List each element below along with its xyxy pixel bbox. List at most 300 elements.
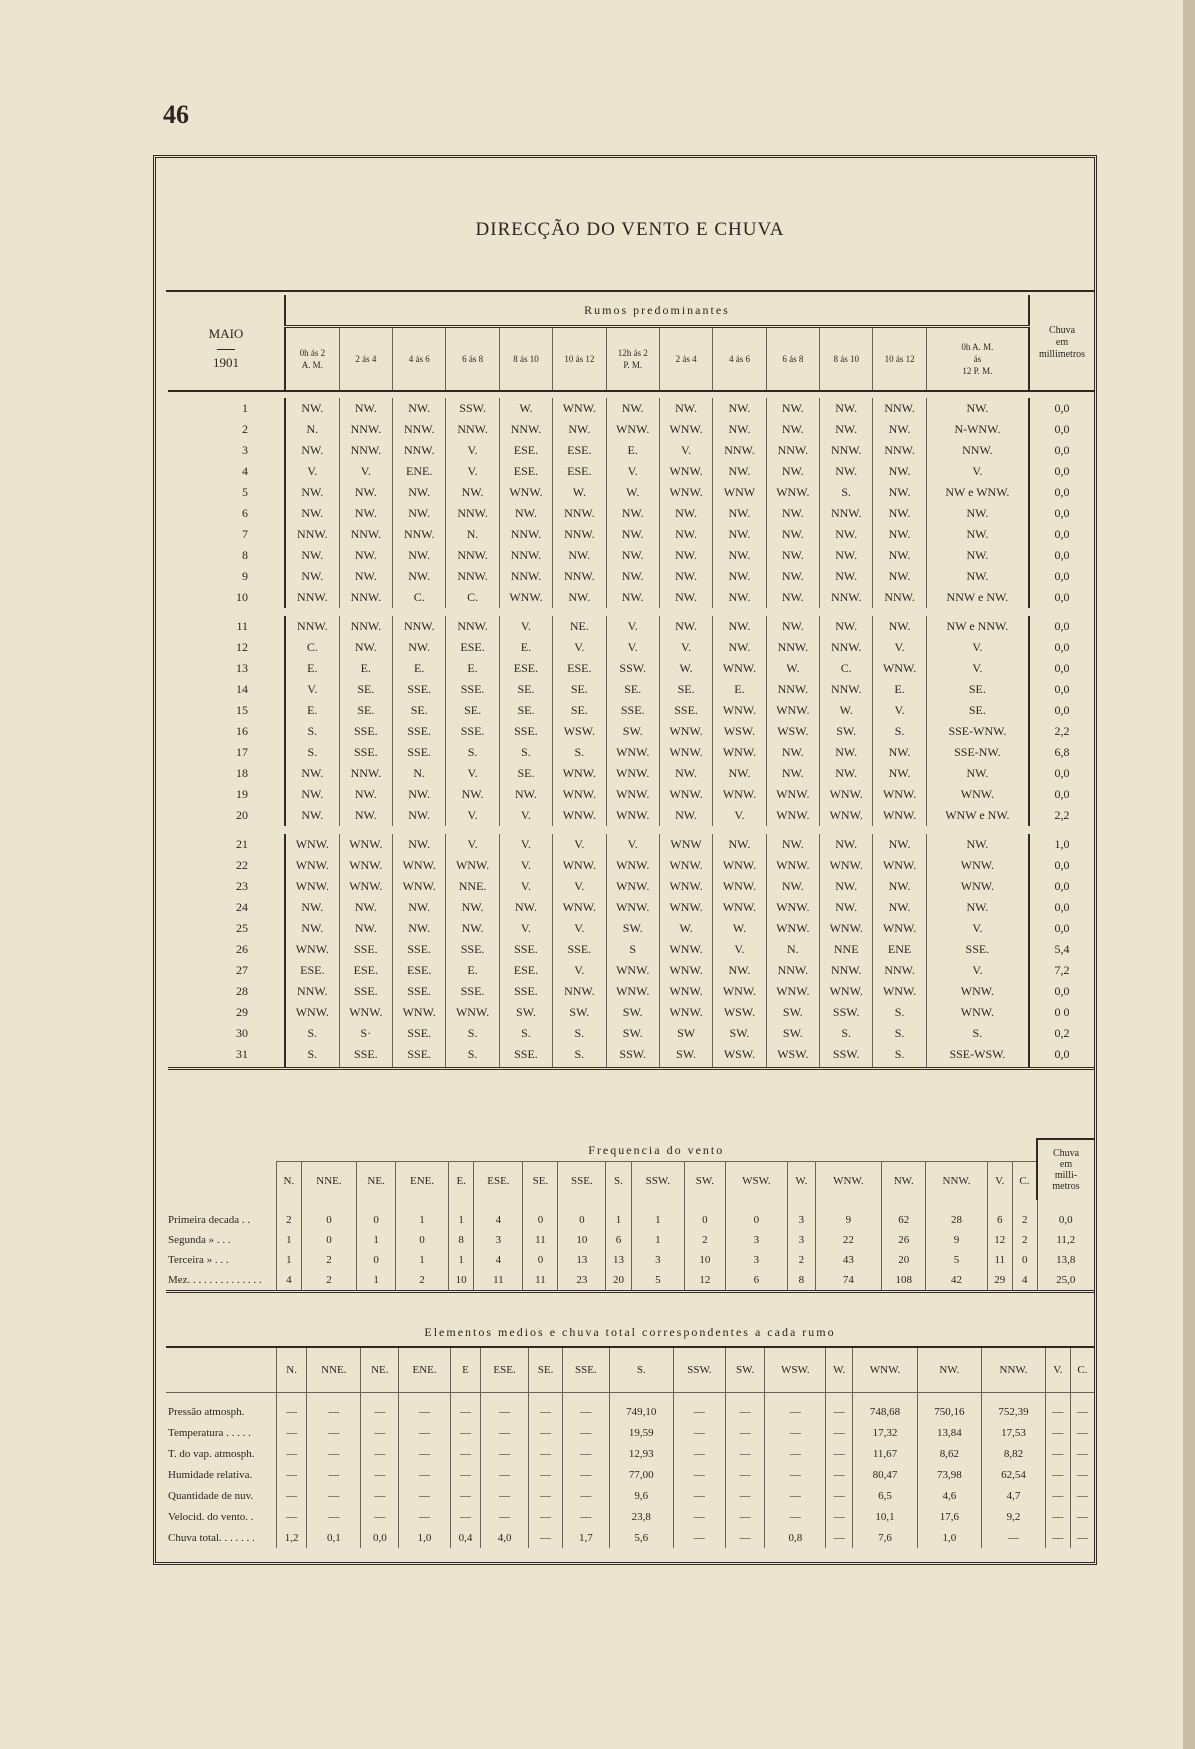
rain-cell: 0,0	[1029, 700, 1094, 721]
wind-cell: SE.	[393, 700, 446, 721]
wind-cell: SSW.	[606, 658, 659, 679]
value-cell: —	[1070, 1506, 1094, 1527]
rain-header-line: Chuva	[1048, 324, 1076, 336]
direction-header: W.	[826, 1347, 853, 1393]
frequency-cell: 3	[788, 1230, 816, 1250]
day-cell: 27	[168, 960, 285, 981]
wind-cell: NW.	[926, 763, 1029, 784]
interval-header	[553, 327, 606, 392]
interval-header-line: 12h ás 2	[617, 348, 648, 358]
frequency-cell: 1	[396, 1250, 449, 1270]
wind-cell: NW.	[873, 545, 926, 566]
wind-cell: SE.	[926, 700, 1029, 721]
frequency-cell: 10	[685, 1250, 726, 1270]
wind-cell: NW.	[499, 784, 552, 805]
wind-cell: NW.	[766, 616, 819, 637]
table-row	[166, 1464, 1094, 1485]
wind-cell: E.	[285, 658, 339, 679]
wind-cell: NE.	[553, 616, 606, 637]
frequency-cell: 23	[558, 1270, 606, 1292]
wind-cell: NW.	[606, 398, 659, 419]
wind-cell: WNW.	[873, 981, 926, 1002]
table-row	[168, 1023, 1094, 1044]
direction-header: V.	[1046, 1347, 1071, 1393]
value-cell: 17,6	[917, 1506, 981, 1527]
wind-cell: NW e WNW.	[926, 482, 1029, 503]
wind-cell: SSE.	[339, 742, 392, 763]
wind-cell: NNW.	[873, 440, 926, 461]
direction-header: WSW.	[725, 1162, 787, 1201]
frequency-cell: 1	[277, 1250, 302, 1270]
wind-cell: SSE.	[606, 700, 659, 721]
rain-cell: 0,0	[1029, 461, 1094, 482]
rain-cell: 0,0	[1029, 440, 1094, 461]
wind-cell: NW.	[713, 419, 766, 440]
wind-cell: C.	[446, 587, 499, 608]
wind-cell: NNW.	[766, 637, 819, 658]
wind-cell: WNW.	[659, 939, 712, 960]
wind-cell: WNW.	[285, 834, 339, 855]
day-cell: 10	[168, 587, 285, 608]
wind-cell: W.	[606, 482, 659, 503]
wind-cell: S.	[285, 721, 339, 742]
frequency-cell: 1	[449, 1250, 474, 1270]
wind-cell: NW.	[766, 461, 819, 482]
rain-cell: 0,0	[1029, 658, 1094, 679]
wind-cell: NW.	[713, 763, 766, 784]
interval-header-line: 8 ás 10	[833, 354, 859, 364]
value-cell: 0,4	[450, 1527, 480, 1548]
wind-cell: WNW.	[820, 981, 873, 1002]
wind-cell: NW.	[820, 834, 873, 855]
wind-cell: NW.	[393, 503, 446, 524]
day-cell: 12	[168, 637, 285, 658]
wind-cell: SSE.	[393, 1044, 446, 1069]
interval-header-line: 10 ás 12	[884, 354, 915, 364]
value-cell: —	[1046, 1443, 1071, 1464]
group-header: Rumos predominantes	[285, 295, 1029, 327]
interval-header	[339, 327, 392, 392]
frequency-cell: 0	[523, 1250, 558, 1270]
wind-cell: NW.	[553, 419, 606, 440]
wind-cell: SSE.	[446, 721, 499, 742]
value-cell: —	[399, 1443, 451, 1464]
wind-cell: WSW.	[713, 1002, 766, 1023]
wind-cell: ESE.	[499, 440, 552, 461]
frequency-cell: 6	[725, 1270, 787, 1292]
wind-cell: NNW.	[820, 679, 873, 700]
wind-cell: WNW.	[766, 482, 819, 503]
frequency-cell: 5	[631, 1270, 684, 1292]
wind-cell: WNW.	[339, 855, 392, 876]
wind-cell: W.	[499, 398, 552, 419]
wind-cell: NW.	[285, 545, 339, 566]
wind-cell: NNW.	[446, 566, 499, 587]
rain-header-line: milli-	[1054, 1170, 1078, 1181]
wind-cell: V.	[499, 855, 552, 876]
value-cell: —	[673, 1464, 725, 1485]
wind-cell: NNW.	[820, 503, 873, 524]
wind-cell: NW.	[393, 834, 446, 855]
frequency-cell: 1	[631, 1200, 684, 1230]
value-cell: —	[826, 1485, 853, 1506]
direction-header: ESE.	[474, 1162, 523, 1201]
wind-cell: V.	[926, 637, 1029, 658]
frequency-cell: 10	[449, 1270, 474, 1292]
value-cell: —	[399, 1506, 451, 1527]
value-cell: —	[1070, 1393, 1094, 1423]
month-year-header	[168, 295, 285, 391]
frequency-cell: 1	[631, 1230, 684, 1250]
wind-cell: W.	[659, 918, 712, 939]
wind-cell: NNW.	[393, 440, 446, 461]
wind-cell: WSW.	[766, 721, 819, 742]
value-cell: 62,54	[981, 1464, 1045, 1485]
wind-cell: NW.	[393, 545, 446, 566]
rain-cell: 5,4	[1029, 939, 1094, 960]
wind-cell: WNW.	[659, 960, 712, 981]
value-cell: —	[450, 1422, 480, 1443]
value-cell: 7,6	[853, 1527, 918, 1548]
direction-header: NW.	[917, 1347, 981, 1393]
wind-cell: WNW.	[820, 855, 873, 876]
wind-cell: NW.	[553, 545, 606, 566]
wind-cell: SW.	[766, 1002, 819, 1023]
wind-cell: S.	[873, 1002, 926, 1023]
wind-cell: E.	[606, 440, 659, 461]
wind-cell: NW.	[285, 398, 339, 419]
rain-header-line: em	[1055, 336, 1069, 348]
wind-cell: ESE.	[499, 461, 552, 482]
day-cell: 20	[168, 805, 285, 826]
frequency-cell: 6	[606, 1230, 631, 1250]
wind-cell: WNW.	[606, 897, 659, 918]
table-row	[168, 1044, 1094, 1069]
wind-cell: ESE.	[339, 960, 392, 981]
wind-cell: NW.	[285, 503, 339, 524]
wind-cell: V.	[606, 616, 659, 637]
wind-cell: WNW.	[285, 876, 339, 897]
direction-header: E	[450, 1347, 480, 1393]
wind-cell: WNW.	[766, 805, 819, 826]
wind-cell: NNE.	[446, 876, 499, 897]
wind-cell: WNW.	[713, 855, 766, 876]
row-spacer	[168, 826, 1094, 834]
wind-cell: WNW.	[446, 855, 499, 876]
frequency-cell: 0	[357, 1250, 396, 1270]
wind-cell: V.	[499, 834, 552, 855]
value-cell: 750,16	[917, 1393, 981, 1423]
wind-cell: WNW.	[766, 784, 819, 805]
wind-cell: WNW.	[766, 897, 819, 918]
wind-cell: ESE.	[499, 658, 552, 679]
value-cell: —	[450, 1464, 480, 1485]
wind-cell: V.	[926, 461, 1029, 482]
value-cell: —	[826, 1443, 853, 1464]
wind-cell: SSE.	[393, 742, 446, 763]
wind-cell: NNW.	[339, 440, 392, 461]
wind-cell: V.	[553, 834, 606, 855]
frequency-cell: 29	[987, 1270, 1012, 1292]
direction-header: SSW.	[673, 1347, 725, 1393]
wind-cell: SW	[659, 1023, 712, 1044]
wind-cell: WNW.	[926, 784, 1029, 805]
wind-cell: NW.	[659, 545, 712, 566]
wind-cell: NW.	[820, 461, 873, 482]
wind-cell: WNW.	[446, 1002, 499, 1023]
table-row	[168, 939, 1094, 960]
value-cell: —	[673, 1506, 725, 1527]
wind-cell: NW.	[713, 834, 766, 855]
elements-group-header: Elementos medios e chuva total correspondentes a cada rumo	[424, 1324, 836, 1339]
value-cell: 748,68	[853, 1393, 918, 1423]
wind-cell: NNW.	[820, 637, 873, 658]
rain-cell: 25,0	[1037, 1270, 1094, 1292]
value-cell: 752,39	[981, 1393, 1045, 1423]
wind-cell: V.	[606, 834, 659, 855]
frequency-cell: 10	[558, 1230, 606, 1250]
wind-cell: NW.	[285, 482, 339, 503]
wind-cell: WNW.	[553, 805, 606, 826]
interval-header	[285, 327, 339, 392]
value-cell: —	[307, 1443, 361, 1464]
wind-cell: ESE.	[553, 461, 606, 482]
table-row	[168, 679, 1094, 700]
wind-cell: NW.	[926, 566, 1029, 587]
value-cell: 73,98	[917, 1464, 981, 1485]
row-label: Pressão atmosph.	[168, 1405, 245, 1418]
table-row	[166, 1393, 1094, 1423]
wind-cell: NW.	[873, 524, 926, 545]
day-cell: 22	[168, 855, 285, 876]
wind-cell: V.	[446, 834, 499, 855]
wind-cell: NW.	[713, 960, 766, 981]
wind-cell: NW.	[393, 482, 446, 503]
wind-cell: WNW.	[285, 855, 339, 876]
wind-cell: V.	[499, 805, 552, 826]
value-cell: 0,0	[361, 1527, 399, 1548]
value-cell: —	[399, 1485, 451, 1506]
frequency-cell: 0	[301, 1230, 357, 1250]
wind-cell: NW.	[873, 503, 926, 524]
page-number: 46	[163, 100, 189, 129]
wind-cell: NNW.	[553, 503, 606, 524]
value-cell: —	[1046, 1485, 1071, 1506]
value-cell: —	[307, 1485, 361, 1506]
table-row	[168, 398, 1094, 419]
wind-cell: WNW	[713, 482, 766, 503]
wind-cell: NW.	[606, 503, 659, 524]
table-row	[168, 524, 1094, 545]
wind-cell: V.	[499, 876, 552, 897]
rain-cell: 0,2	[1029, 1023, 1094, 1044]
frequency-cell: 42	[926, 1270, 987, 1292]
value-cell: —	[725, 1422, 765, 1443]
value-cell: —	[529, 1393, 563, 1423]
wind-cell: WNW.	[766, 981, 819, 1002]
wind-cell: NNW.	[446, 419, 499, 440]
value-cell: —	[725, 1527, 765, 1548]
wind-cell: C.	[393, 587, 446, 608]
frequency-cell: 9	[815, 1200, 881, 1230]
wind-cell: S.	[553, 742, 606, 763]
wind-cell: NW.	[713, 503, 766, 524]
wind-cell: NW.	[446, 482, 499, 503]
interval-header-line: 10 ás 12	[564, 354, 595, 364]
wind-cell: WNW.	[659, 742, 712, 763]
wind-cell: V.	[606, 637, 659, 658]
wind-cell: NNW.	[553, 566, 606, 587]
frequency-cell: 6	[987, 1200, 1012, 1230]
value-cell: —	[277, 1393, 307, 1423]
wind-cell: V.	[553, 918, 606, 939]
value-cell: —	[481, 1422, 529, 1443]
value-cell: 4,7	[981, 1485, 1045, 1506]
wind-cell: WNW.	[285, 1002, 339, 1023]
direction-header: NE.	[357, 1162, 396, 1201]
wind-cell: NW.	[820, 742, 873, 763]
row-label: T. do vap. atmosph.	[168, 1447, 255, 1460]
value-cell: 4,6	[917, 1485, 981, 1506]
wind-cell: NW.	[820, 566, 873, 587]
wind-cell: S.	[553, 1044, 606, 1069]
value-cell: —	[1046, 1422, 1071, 1443]
wind-cell: NW.	[873, 834, 926, 855]
wind-cell: WNW.	[820, 784, 873, 805]
rain-cell: 0 0	[1029, 1002, 1094, 1023]
interval-header	[820, 327, 873, 392]
rain-cell: 0,0	[1029, 876, 1094, 897]
wind-cell: NW.	[659, 524, 712, 545]
wind-cell: SSW.	[820, 1044, 873, 1069]
wind-cell: S.	[553, 1023, 606, 1044]
day-cell: 8	[168, 545, 285, 566]
row-label: Chuva total. . . . . . .	[168, 1531, 255, 1544]
day-cell: 5	[168, 482, 285, 503]
value-cell: —	[481, 1443, 529, 1464]
interval-header-line: A. M.	[301, 360, 323, 370]
wind-cell: NW.	[926, 503, 1029, 524]
wind-cell: WNW.	[606, 742, 659, 763]
value-cell: —	[277, 1464, 307, 1485]
rain-header-line: metros	[1052, 1181, 1080, 1192]
value-cell: —	[673, 1422, 725, 1443]
wind-cell: NW.	[339, 637, 392, 658]
direction-header: SE.	[523, 1162, 558, 1201]
wind-cell: WNW.	[659, 461, 712, 482]
wind-cell: V.	[606, 461, 659, 482]
interval-header	[926, 327, 1029, 392]
wind-cell: S.	[820, 482, 873, 503]
frequency-cell: 74	[815, 1270, 881, 1292]
wind-cell: NW.	[285, 805, 339, 826]
wind-cell: V.	[713, 939, 766, 960]
wind-cell: N.	[766, 939, 819, 960]
value-cell: —	[529, 1485, 563, 1506]
wind-cell: NNW.	[926, 440, 1029, 461]
frequency-cell: 4	[474, 1200, 523, 1230]
interval-header-line: 12 P. M.	[962, 366, 993, 376]
wind-cell: NNW.	[499, 419, 552, 440]
day-cell: 26	[168, 939, 285, 960]
wind-cell: NW.	[339, 918, 392, 939]
table-row	[168, 855, 1094, 876]
frequency-cell: 12	[685, 1270, 726, 1292]
wind-cell: SSW.	[606, 1044, 659, 1069]
row-label: Humidade relativa.	[168, 1468, 253, 1481]
wind-cell: NNW.	[820, 587, 873, 608]
frequency-cell: 8	[449, 1230, 474, 1250]
wind-cell: SSE.	[499, 721, 552, 742]
wind-cell: S.	[446, 1023, 499, 1044]
day-cell: 21	[168, 834, 285, 855]
rain-cell: 0,0	[1029, 897, 1094, 918]
value-cell: —	[307, 1422, 361, 1443]
value-cell: —	[725, 1443, 765, 1464]
value-cell: —	[361, 1506, 399, 1527]
interval-header-line: 0h A. M.	[961, 342, 994, 352]
wind-cell: SW.	[499, 1002, 552, 1023]
day-cell: 1	[168, 398, 285, 419]
wind-cell: NNW.	[393, 419, 446, 440]
value-cell: —	[1070, 1443, 1094, 1464]
table-row	[168, 700, 1094, 721]
wind-cell: NW.	[393, 897, 446, 918]
wind-cell: WNW.	[553, 897, 606, 918]
frequency-cell: 62	[882, 1200, 926, 1230]
value-cell: —	[1070, 1527, 1094, 1548]
direction-header: ENE.	[399, 1347, 451, 1393]
value-cell: 13,84	[917, 1422, 981, 1443]
wind-cell: WNW.	[659, 981, 712, 1002]
wind-cell: WNW.	[553, 784, 606, 805]
value-cell: 12,93	[609, 1443, 673, 1464]
wind-cell: NNW.	[285, 616, 339, 637]
wind-cell: NW.	[926, 834, 1029, 855]
day-cell: 2	[168, 419, 285, 440]
wind-cell: V.	[499, 918, 552, 939]
wind-cell: NW.	[393, 398, 446, 419]
wind-cell: NW.	[713, 398, 766, 419]
direction-header: C.	[1012, 1162, 1037, 1201]
direction-header: SW.	[725, 1347, 765, 1393]
table-row	[166, 1270, 1094, 1292]
value-cell: —	[1070, 1422, 1094, 1443]
wind-cell: NW.	[606, 566, 659, 587]
wind-cell: NW.	[873, 742, 926, 763]
direction-header: E.	[449, 1162, 474, 1201]
value-cell: —	[307, 1464, 361, 1485]
wind-cell: S	[606, 939, 659, 960]
frequency-cell: 0	[357, 1200, 396, 1230]
value-cell: —	[826, 1506, 853, 1527]
rain-header	[1037, 1139, 1094, 1200]
table-row	[168, 503, 1094, 524]
wind-cell: SE.	[926, 679, 1029, 700]
frequency-cell: 1	[277, 1230, 302, 1250]
table-row	[168, 482, 1094, 503]
wind-cell: WSW.	[713, 1044, 766, 1069]
wind-cell: ESE.	[553, 440, 606, 461]
frequency-cell: 9	[926, 1230, 987, 1250]
wind-cell: V.	[285, 461, 339, 482]
frequency-cell: 13	[606, 1250, 631, 1270]
value-cell: —	[277, 1506, 307, 1527]
direction-header: N.	[277, 1162, 302, 1201]
wind-cell: NW.	[873, 763, 926, 784]
wind-cell: WNW.	[766, 855, 819, 876]
wind-cell: WNW.	[659, 784, 712, 805]
